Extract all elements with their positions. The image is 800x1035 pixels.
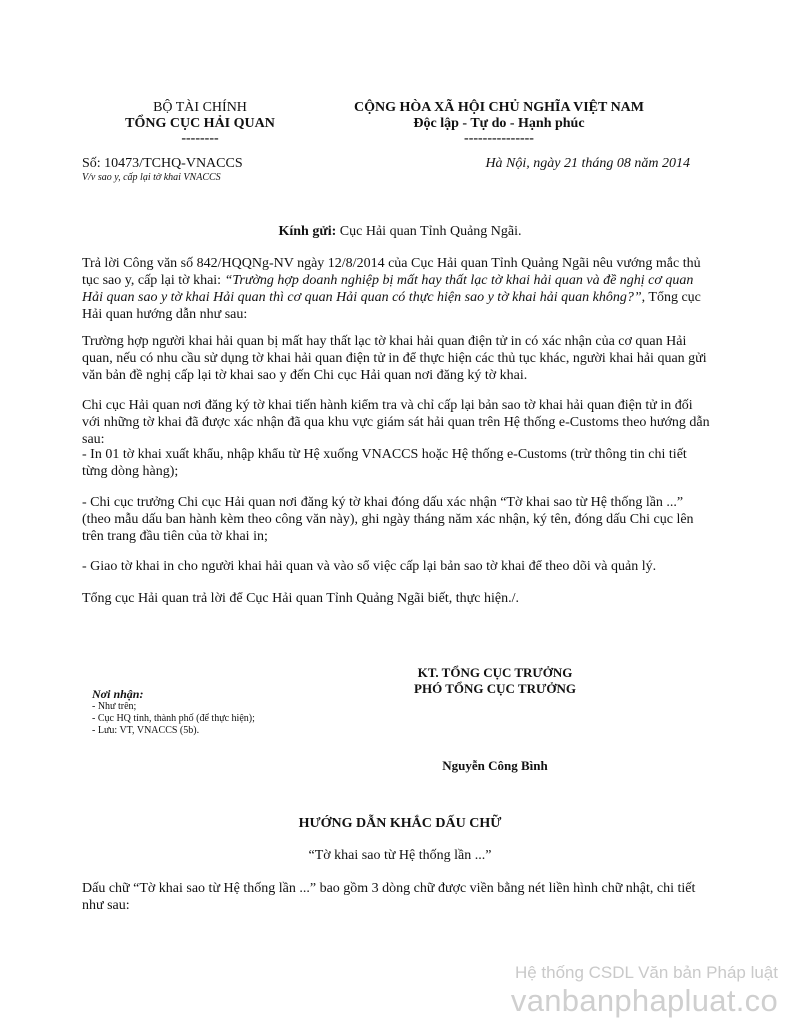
paragraph-7: Tổng cục Hải quan trả lời để Cục Hải quan Tỉnh Quảng Ngãi biết, thực hiện./. (82, 591, 519, 606)
signer-name: Nguyễn Công Bình (442, 758, 548, 773)
recipient-label: Kính gửi: (278, 224, 337, 239)
recipient-line (82, 223, 718, 240)
recipient-item: - Như trên; (92, 701, 137, 712)
paragraph-1-quote: “Trường hợp doanh nghiệp bị mất hay thất lạc tờ khai hải quan và đề nghị cơ quan Hải quan sao y tờ khai Hải quan thì cơ quan Hải quan có thực hiện sao y tờ khai hải quan không?” (82, 273, 694, 305)
stamp-text: “Tờ khai sao từ Hệ thống lần ...” (308, 848, 492, 863)
recipient-name: Cục Hải quan Tỉnh Quảng Ngãi. (339, 224, 522, 239)
country-name: CỘNG HÒA XÃ HỘI CHỦ NGHĨA VIỆT NAM (353, 100, 644, 115)
appendix-description: Dấu chữ “Tờ khai sao từ Hệ thống lần ...” bao gồm 3 dòng chữ được viền bằng nét liền hình chữ nhật, chi tiết như sau: (82, 881, 696, 913)
appendix-title: HƯỚNG DẪN KHẮC DẤU CHỮ (298, 816, 502, 831)
national-motto: Độc lập - Tự do - Hạnh phúc (413, 116, 585, 131)
recipient-item: - Cục HQ tỉnh, thành phố (để thực hiện); (92, 713, 255, 724)
header-left-separator: -------- (181, 131, 219, 146)
recipients-title: Nơi nhận: (92, 687, 144, 701)
header-right-separator: --------------- (464, 131, 534, 146)
watermark-line-2: vanbanphapluat.co (510, 983, 778, 1018)
paragraph-5: - Chi cục trưởng Chi cục Hải quan nơi đăng ký tờ khai đóng dấu xác nhận “Tờ khai sao từ Hệ thống lần ...” (theo mẫu dấu ban hành kèm theo công văn này), ghi ngày tháng năm xác nhận, ký tên, đóng dấu Chi cục lên trên trang đầu tiên của tờ khai in; (82, 495, 694, 544)
signature-line-2: PHÓ TỔNG CỤC TRƯỞNG (414, 681, 576, 696)
signature-line-1: KT. TỔNG CỤC TRƯỞNG (417, 665, 573, 680)
paragraph-1-end: , Tổng cục Hải quan hướng dẫn như sau: (82, 290, 701, 322)
place-and-date: Hà Nội, ngày 21 tháng 08 năm 2014 (485, 156, 690, 171)
signature-title (390, 665, 600, 697)
document-subject: V/v sao y, cấp lại tờ khai VNACCS (82, 172, 221, 183)
paragraph-1-start: Trả lời Công văn số 842/HQQNg-NV ngày 12/8/2014 của Cục Hải quan Tỉnh Quảng Ngãi nêu vướng mắc thủ tục sao y, cấp lại tờ khai: (82, 256, 701, 288)
paragraph-6: - Giao tờ khai in cho người khai hải quan và vào sổ việc cấp lại bản sao tờ khai để theo dõi và quản lý. (82, 559, 657, 574)
paragraph-2: Trường hợp người khai hải quan bị mất hay thất lạc tờ khai hải quan điện tử in có xác nhận của cơ quan Hải quan, nếu có nhu cầu sử dụng tờ khai hải quan điện tử in để thực hiện các thủ tục khác, người khai hải quan gửi văn bản đề nghị cấp lại tờ khai sao y đến Chi cục Hải quan nơi đăng ký tờ khai. (82, 334, 707, 383)
ministry-name: BỘ TÀI CHÍNH (153, 100, 247, 115)
header-left (110, 100, 290, 145)
paragraph-3: Chi cục Hải quan nơi đăng ký tờ khai tiến hành kiểm tra và chỉ cấp lại bản sao tờ khai hải quan điện tử in đối với những tờ khai đã được xác nhận đã qua khu vực giám sát hải quan trên Hệ thống e-Customs theo hướng dẫn sau: (82, 398, 710, 447)
paragraph-1 (82, 255, 714, 323)
department-name: TỔNG CỤC HẢI QUAN (125, 116, 275, 131)
paragraph-4: - In 01 tờ khai xuất khẩu, nhập khẩu từ Hệ xuống VNACCS hoặc Hệ thống e-Customs (trừ thông tin chi tiết từng dòng hàng); (82, 447, 687, 479)
watermark-line-1: Hệ thống CSDL Văn bản Pháp luật (514, 963, 778, 982)
document-number: Số: 10473/TCHQ-VNACCS (82, 156, 243, 171)
recipients-block (92, 687, 352, 737)
header-right (318, 100, 680, 145)
recipient-item: - Lưu: VT, VNACCS (5b). (92, 725, 200, 736)
